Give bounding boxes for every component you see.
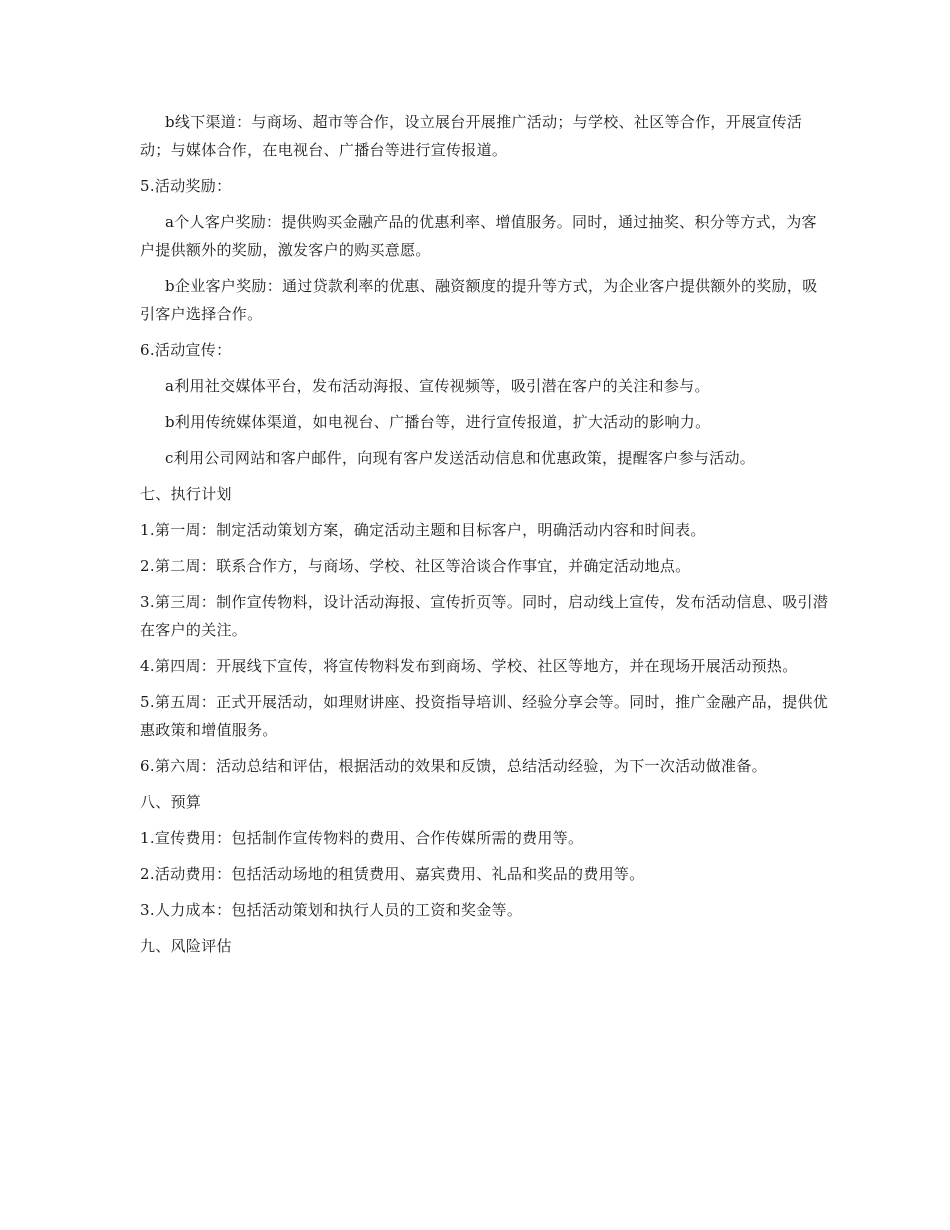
- plan-week-2: 2.第二周：联系合作方，与商场、学校、社区等洽谈合作事宜，并确定活动地点。: [140, 557, 691, 575]
- heading-activity-rewards: 5.活动奖励：: [140, 177, 232, 195]
- paragraph-social-media: a利用社交媒体平台，发布活动海报、宣传视频等，吸引潜在客户的关注和参与。: [165, 377, 710, 395]
- plan-week-5: 5.第五周：正式开展活动，如理财讲座、投资指导培训、经验分享会等。同时，推广金融产品，提供优惠政策和增值服务。: [140, 693, 829, 739]
- paragraph-offline-channels: b线下渠道：与商场、超市等合作，设立展台开展推广活动；与学校、社区等合作，开展宣传活动；与媒体合作，在电视台、广播台等进行宣传报道。: [140, 113, 803, 159]
- paragraph-traditional-media: b利用传统媒体渠道，如电视台、广播台等，进行宣传报道，扩大活动的影响力。: [165, 413, 711, 431]
- heading-execution-plan: 七、执行计划: [140, 485, 232, 503]
- heading-budget: 八、预算: [140, 793, 202, 811]
- plan-week-3: 3.第三周：制作宣传物料，设计活动海报、宣传折页等。同时，启动线上宣传，发布活动信息、吸引潜在客户的关注。: [140, 593, 829, 639]
- plan-week-6: 6.第六周：活动总结和评估，根据活动的效果和反馈，总结活动经验，为下一次活动做准备。: [140, 757, 767, 775]
- plan-week-4: 4.第四周：开展线下宣传，将宣传物料发布到商场、学校、社区等地方，并在现场开展活动预热。: [140, 657, 798, 675]
- budget-activity-cost: 2.活动费用：包括活动场地的租赁费用、嘉宾费用、礼品和奖品的费用等。: [140, 865, 645, 883]
- budget-promotion-cost: 1.宣传费用：包括制作宣传物料的费用、合作传媒所需的费用等。: [140, 829, 584, 847]
- heading-activity-promotion: 6.活动宣传：: [140, 341, 232, 359]
- document-body: [140, 108, 830, 960]
- paragraph-individual-rewards: a个人客户奖励：提供购买金融产品的优惠利率、增值服务。同时，通过抽奖、积分等方式，为客户提供额外的奖励，激发客户的购买意愿。: [140, 213, 817, 259]
- plan-week-1: 1.第一周：制定活动策划方案，确定活动主题和目标客户，明确活动内容和时间表。: [140, 521, 706, 539]
- heading-risk-assessment: 九、风险评估: [140, 937, 232, 955]
- budget-labor-cost: 3.人力成本：包括活动策划和执行人员的工资和奖金等。: [140, 901, 523, 919]
- paragraph-corporate-rewards: b企业客户奖励：通过贷款利率的优惠、融资额度的提升等方式，为企业客户提供额外的奖励，吸引客户选择合作。: [140, 277, 818, 323]
- paragraph-company-website: c利用公司网站和客户邮件，向现有客户发送活动信息和优惠政策，提醒客户参与活动。: [165, 449, 756, 467]
